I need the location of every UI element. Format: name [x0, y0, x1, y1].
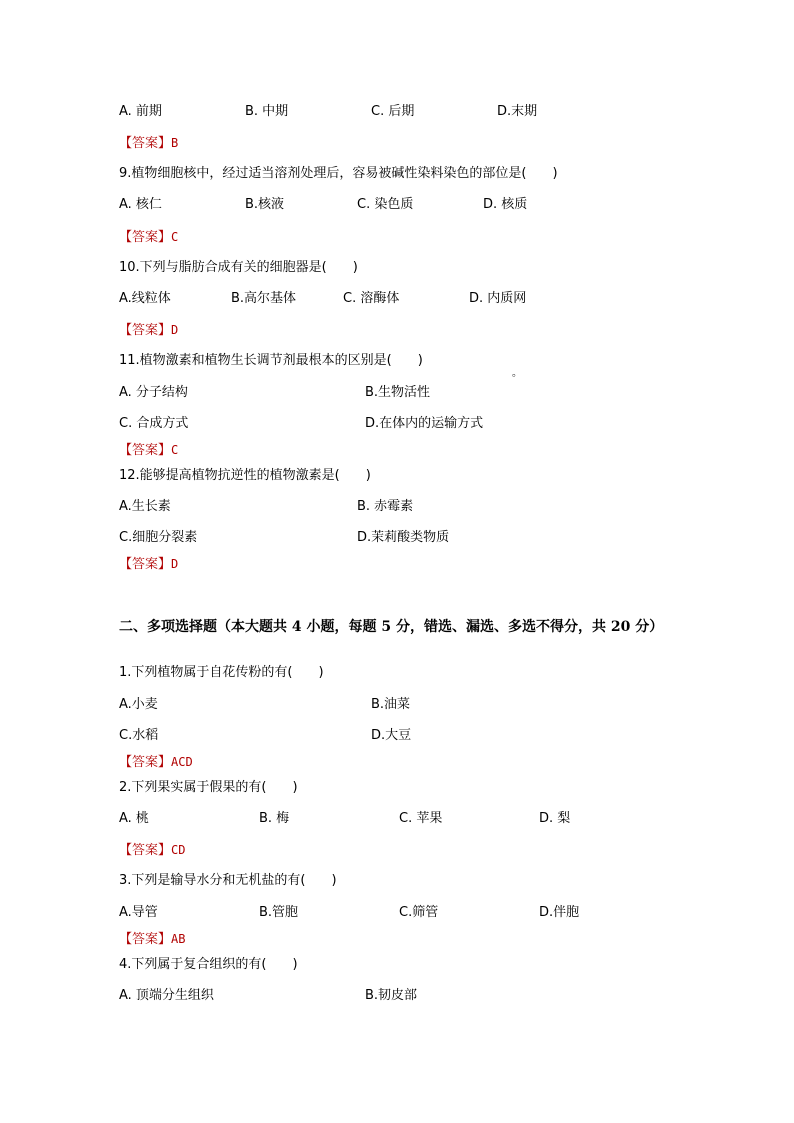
answer-value: D	[171, 557, 179, 571]
m4-stem: 4.下列属于复合组织的有( )	[119, 957, 298, 972]
answer-label: 【答案】	[119, 557, 172, 572]
answer-label: 【答案】	[119, 443, 172, 458]
answer-label: 【答案】	[119, 843, 172, 858]
m1-option-d: D.大豆	[371, 728, 412, 743]
q9-answer	[119, 229, 178, 246]
q11-option-b: B.生物活性	[365, 385, 431, 400]
q11-stem: 11.植物激素和植物生长调节剂最根本的区别是( )	[119, 353, 423, 368]
q11-option-d: D.在体内的运输方式	[365, 416, 484, 431]
q12-stem: 12.能够提高植物抗逆性的植物激素是( )	[119, 468, 371, 483]
q9-option-d: D. 核质	[483, 197, 528, 212]
answer-value: C	[171, 230, 179, 244]
q10-option-d: D. 内质网	[469, 291, 527, 306]
m1-answer	[119, 754, 193, 771]
q9-option-b: B.核液	[245, 197, 285, 212]
q10-answer	[119, 322, 178, 339]
section-title: 二、多项选择题（本大题共 4 小题，每题 5 分，错选、漏选、多选不得分，共 20 分）	[119, 619, 664, 635]
q8-option-d: D.末期	[497, 104, 538, 119]
m3-option-a: A.导管	[119, 905, 158, 920]
q9-option-a: A. 核仁	[119, 197, 162, 212]
answer-value: C	[171, 443, 179, 457]
q12-option-d: D.茉莉酸类物质	[357, 530, 450, 545]
m3-option-b: B.管胞	[259, 905, 299, 920]
m2-option-b: B. 梅	[259, 811, 290, 826]
q12-option-b: B. 赤霉素	[357, 499, 414, 514]
m3-option-c: C.筛管	[399, 905, 439, 920]
m3-stem: 3.下列是输导水分和无机盐的有( )	[119, 873, 337, 888]
q10-stem: 10.下列与脂肪合成有关的细胞器是( )	[119, 260, 358, 275]
m1-option-a: A.小麦	[119, 697, 158, 712]
m1-stem: 1.下列植物属于自花传粉的有( )	[119, 665, 324, 680]
q12-option-c: C.细胞分裂素	[119, 530, 198, 545]
answer-value: CD	[171, 843, 186, 857]
answer-label: 【答案】	[119, 136, 172, 151]
q11-option-c: C. 合成方式	[119, 416, 189, 431]
q12-option-a: A.生长素	[119, 499, 171, 514]
m2-option-d: D. 梨	[539, 811, 571, 826]
m2-answer	[119, 842, 185, 859]
q10-option-c: C. 溶酶体	[343, 291, 400, 306]
answer-label: 【答案】	[119, 932, 172, 947]
answer-value: ACD	[171, 755, 193, 769]
answer-label: 【答案】	[119, 755, 172, 770]
m1-option-c: C.水稻	[119, 728, 159, 743]
m3-answer	[119, 931, 185, 948]
stray-mark: 。	[512, 368, 522, 379]
answer-value: B	[171, 136, 179, 150]
m4-option-b: B.韧皮部	[365, 988, 418, 1003]
answer-value: AB	[171, 932, 186, 946]
q11-answer	[119, 442, 178, 459]
q12-answer	[119, 556, 178, 573]
m2-option-a: A. 桃	[119, 811, 149, 826]
answer-label: 【答案】	[119, 323, 172, 338]
m1-option-b: B.油菜	[371, 697, 411, 712]
q9-option-c: C. 染色质	[357, 197, 414, 212]
q10-option-b: B.高尔基体	[231, 291, 297, 306]
m2-stem: 2.下列果实属于假果的有( )	[119, 780, 298, 795]
m4-option-a: A. 顶端分生组织	[119, 988, 214, 1003]
q8-option-b: B. 中期	[245, 104, 289, 119]
answer-label: 【答案】	[119, 230, 172, 245]
answer-value: D	[171, 323, 179, 337]
m2-option-c: C. 苹果	[399, 811, 443, 826]
q8-option-c: C. 后期	[371, 104, 415, 119]
m3-option-d: D.伴胞	[539, 905, 580, 920]
q11-option-a: A. 分子结构	[119, 385, 188, 400]
q8-answer	[119, 135, 178, 152]
q10-option-a: A.线粒体	[119, 291, 171, 306]
q9-stem: 9.植物细胞核中，经过适当溶剂处理后，容易被碱性染料染色的部位是( )	[119, 166, 558, 181]
q8-option-a: A. 前期	[119, 104, 162, 119]
